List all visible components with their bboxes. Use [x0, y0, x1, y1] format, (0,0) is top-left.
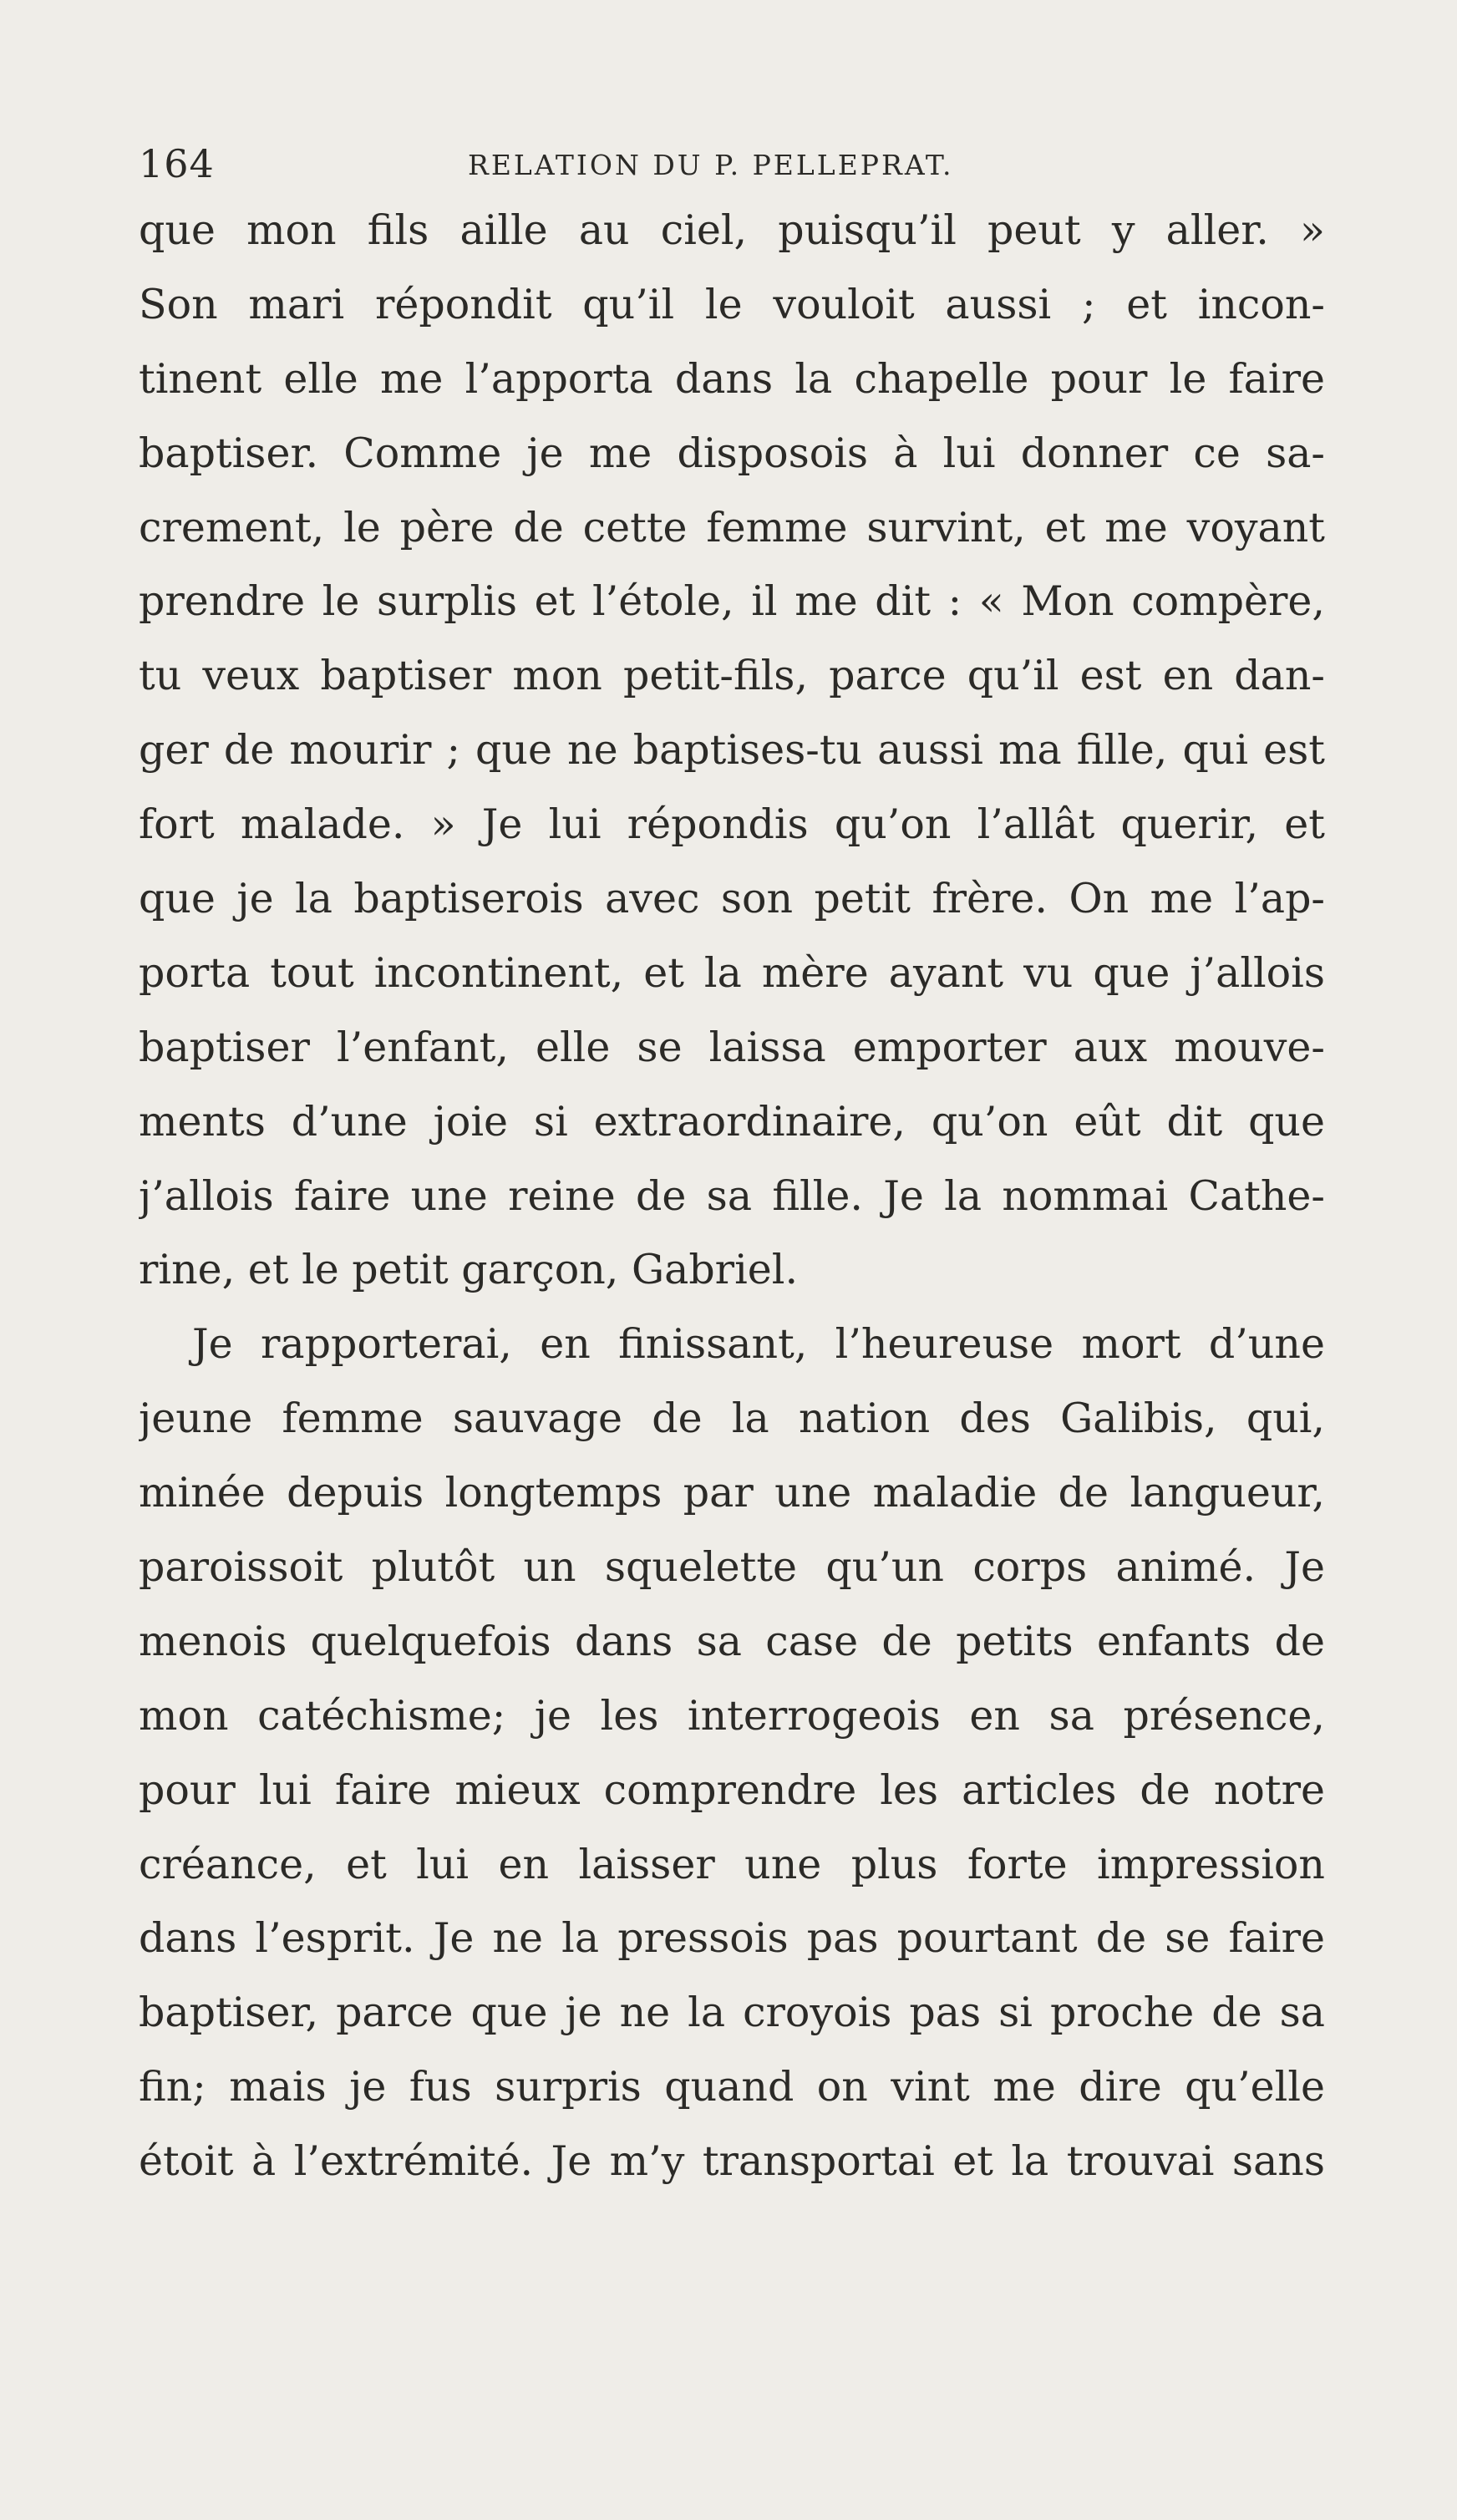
text-line: que mon fils aille au ciel, puisqu’il peut y aller. »	[139, 206, 1325, 254]
text-line: étoit à l’extrémité. Je m’y transportai et la trouvai sans	[139, 2137, 1325, 2186]
text-line: pour lui faire mieux comprendre les articles de notre	[139, 1766, 1325, 1814]
text-line: fin; mais je fus surpris quand on vint me dire qu’elle	[139, 2063, 1325, 2111]
text-line: porta tout incontinent, et la mère ayant vu que j’allois	[139, 948, 1325, 997]
text-line: tinent elle me l’apporta dans la chapelle pour le faire	[139, 354, 1325, 403]
paragraph-first-line: Je rapporterai, en finissant, l’heureuse mort d’une	[192, 1320, 1325, 1369]
text-line: tu veux baptiser mon petit-fils, parce qu’il est en dan-	[139, 652, 1325, 700]
text-line: ments d’une joie si extraordinaire, qu’on eût dit que	[139, 1097, 1325, 1146]
text-line: minée depuis longtemps par une maladie de langueur,	[139, 1469, 1325, 1517]
text-line: j’allois faire une reine de sa fille. Je la nommai Cathe-	[139, 1171, 1325, 1220]
text-line: mon catéchisme; je les interrogeois en sa présence,	[139, 1691, 1325, 1740]
text-line: que je la baptiserois avec son petit frère. On me l’ap-	[139, 875, 1325, 923]
text-line: paroissoit plutôt un squelette qu’un corps animé. Je	[139, 1543, 1325, 1592]
text-line: menois quelquefois dans sa case de petits enfants de	[139, 1617, 1325, 1665]
running-head: RELATION DU P. PELLEPRAT.	[468, 149, 954, 181]
text-line: Son mari répondit qu’il le vouloit aussi ; et incon-	[139, 280, 1325, 328]
text-line: créance, et lui en laisser une plus forte impression	[139, 1840, 1325, 1888]
text-line: fort malade. » Je lui répondis qu’on l’allât querir, et	[139, 800, 1325, 849]
text-line: dans l’esprit. Je ne la pressois pas pourtant de se faire	[139, 1914, 1325, 1963]
text-line: baptiser. Comme je me disposois à lui donner ce sa-	[139, 429, 1325, 477]
text-line: ger de mourir ; que ne baptises-tu aussi ma fille, qui est	[139, 726, 1325, 775]
text-line: rine, et le petit garçon, Gabriel.	[139, 1246, 799, 1294]
text-line: crement, le père de cette femme survint, et me voyant	[139, 503, 1325, 551]
page-header	[139, 139, 1325, 189]
text-line: baptiser, parce que je ne la croyois pas si proche de sa	[139, 1989, 1325, 2037]
page-number: 164	[139, 141, 215, 186]
text-line: baptiser l’enfant, elle se laissa emporter aux mouve-	[139, 1023, 1325, 1071]
text-line: jeune femme sauvage de la nation des Galibis, qui,	[139, 1395, 1325, 1443]
text-line: prendre le surplis et l’étole, il me dit : « Mon compère,	[139, 577, 1325, 626]
body-text	[139, 194, 1325, 2199]
